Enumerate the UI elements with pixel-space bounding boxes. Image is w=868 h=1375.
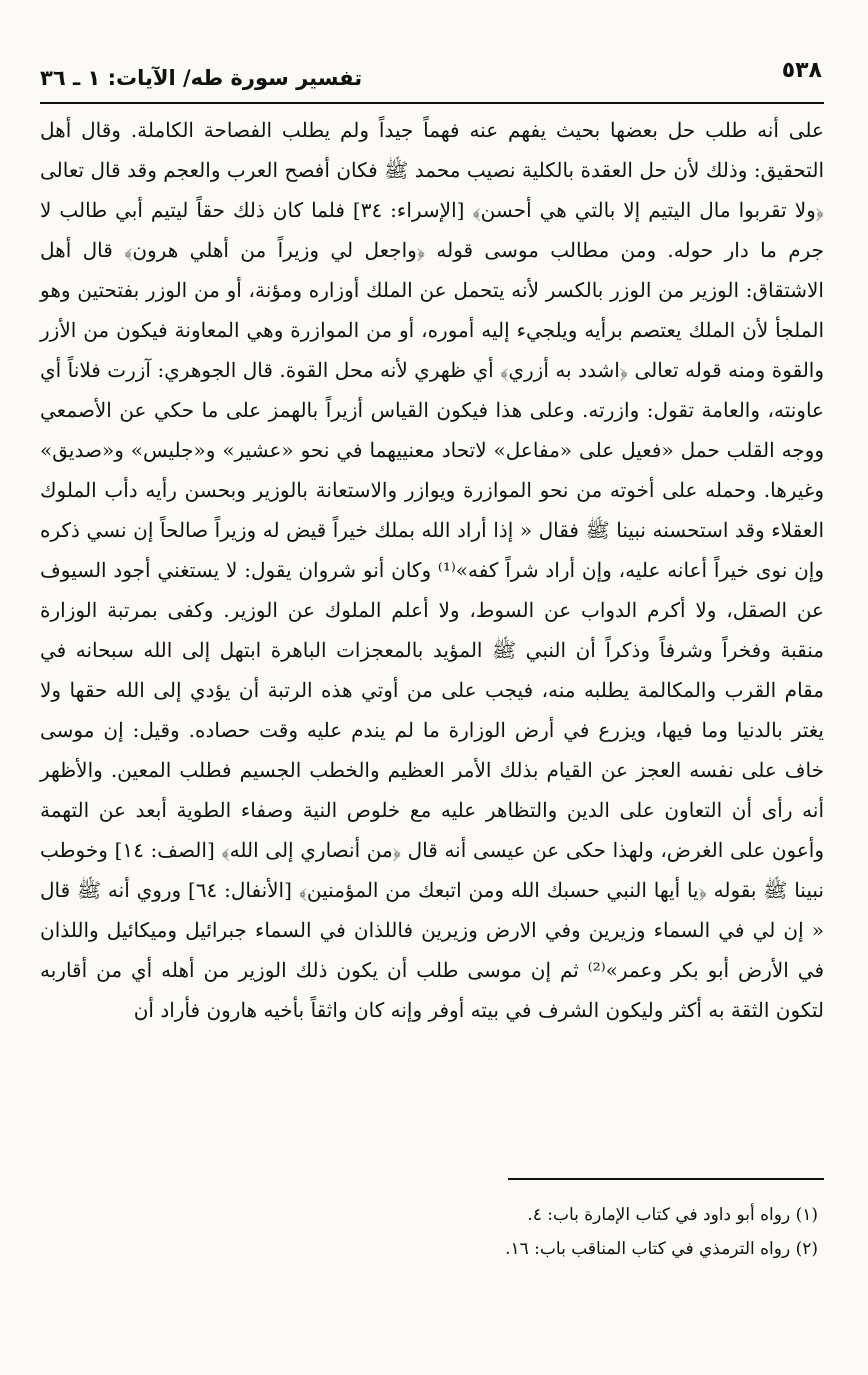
- main-text: [40, 110, 824, 1030]
- running-title: تفسير سورة طه/ الآيات: ١ ـ ٣٦: [40, 66, 363, 90]
- body-paragraph: على أنه طلب حل بعضها بحيث يفهم عنه فهماً جيداً ولم يطلب الفصاحة الكاملة. وقال أهل التحقيق: وذلك لأن حل العقدة بالكلية نصيب محمد ﷺ فكان أفصح العرب والعجم وقد قال تعالى ﴿ولا تقربوا مال اليتيم إلا بالتي هي أحسن﴾ [الإسراء: ٣٤] فلما كان ذلك حقاً ليتيم أبي طالب لا جرم ما دار حوله. ومن مطالب موسى قوله ﴿واجعل لي وزيراً من أهلي هرون﴾ قال أهل الاشتقاق: الوزير من الوزر بالكسر لأنه يتحمل عن الملك أوزاره ومؤنة، أو من الوزر بفتحتين وهو الملجأ لأن الملك يعتصم برأيه ويلجيء إليه أموره، أو من الموازرة وهي المعاونة فيكون من الأزر والقوة ومنه قوله تعالى ﴿اشدد به أزري﴾ أي ظهري لأنه محل القوة. قال الجوهري: آزرت فلاناً أي عاونته، والعامة تقول: وازرته. وعلى هذا فيكون القياس أزيراً بالهمز على ما حكي عن الأصمعي ووجه القلب حمل «فعيل على «مفاعل» لاتحاد معنييهما في نحو «عشير» و«جليس» و«صديق» وغيرها. وحمله على أخوته من نحو الموازرة ويوازر والاستعانة بالوزير وبحسن رأيه دأب الملوك العقلاء وقد استحسنه نبينا ﷺ فقال « إذا أراد الله بملك خيراً قيض له وزيراً صالحاً إن نسي ذكره وإن نوى خيراً أعانه عليه، وإن أراد شراً كفه»⁽¹⁾ وكان أنو شروان يقول: لا يستغني أجود السيوف عن الصقل، ولا أكرم الدواب عن السوط، ولا أعلم الملوك عن الوزير. وكفى بمرتبة الوزارة منقبة وفخراً وشرفاً وذكراً أن النبي ﷺ المؤيد بالمعجزات الباهرة ابتهل إلى الله سبحانه في مقام القرب والمكالمة يطلبه منه، فيجب على من أوتي هذه الرتبة أن يؤدي إلى الله حقها ولا يغتر بالدنيا وما فيها، ويزرع في أرض الوزارة ما لم يندم عليه وقت حصاده. وقيل: إن موسى خاف على نفسه العجز عن القيام بذلك الأمر العظيم والخطب الجسيم فطلب المعين. والأظهر أنه رأى أن التعاون على الدين والتظاهر عليه مع خلوص النية وصفاء الطوية أبعد عن التهمة وأعون على الغرض، ولهذا حكى عن عيسى أنه قال ﴿من أنصاري إلى الله﴾ [الصف: ١٤] وخوطب نبينا ﷺ بقوله ﴿يا أيها النبي حسبك الله ومن اتبعك من المؤمنين﴾ [الأنفال: ٦٤] وروي أنه ﷺ قال « إن لي في السماء وزيرين وفي الارض وزيرين فاللذان في السماء جبرائيل وميكائيل واللذان في الأرض أبو بكر وعمر»⁽²⁾ ثم إن موسى طلب أن يكون ذلك الوزير من أهله أي من أقاربه لتكون الثقة به أكثر وليكون الشرف في بيته أوفر وإنه كان واثقاً بأخيه هارون فأراد أن: [40, 118, 825, 1022]
- footnotes: [40, 1198, 818, 1266]
- footnote-1: (١) رواه أبو داود في كتاب الإمارة باب: ٤.: [527, 1205, 818, 1225]
- header-divider: [40, 102, 824, 104]
- page-number: ٥٣٨: [781, 58, 822, 83]
- footnote-2: (٢) رواه الترمذي في كتاب المناقب باب: ١٦.: [505, 1239, 818, 1259]
- footnote-divider: [508, 1178, 824, 1180]
- page-header: [40, 58, 824, 102]
